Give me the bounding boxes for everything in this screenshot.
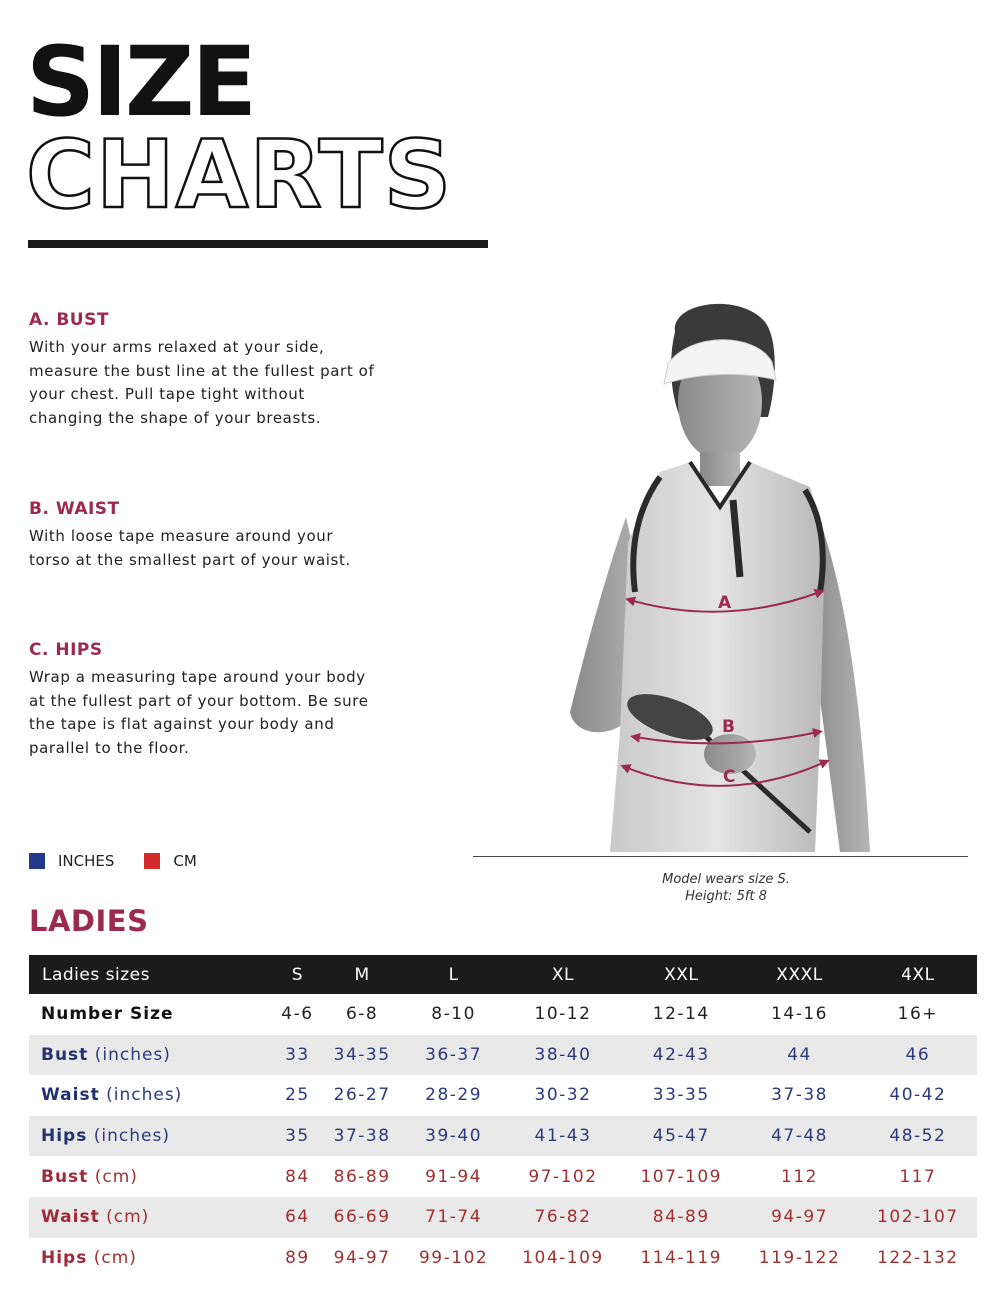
table-cell: 46 <box>859 1035 977 1076</box>
table-cell: 66-69 <box>321 1197 404 1238</box>
neck <box>700 452 740 486</box>
measure-unit: (cm) <box>93 1247 137 1268</box>
caption-size: Model wears size S. <box>662 872 790 887</box>
measure-unit: (cm) <box>106 1207 150 1228</box>
table-cell: 36-37 <box>403 1035 503 1076</box>
measure-unit: (inches) <box>93 1126 170 1147</box>
table-cell: 41-43 <box>504 1116 622 1157</box>
model-photo <box>540 292 900 858</box>
table-cell: 30-32 <box>534 1085 592 1106</box>
table-cell: 25 <box>285 1085 310 1106</box>
table-cell: 10-12 <box>534 1004 592 1025</box>
bust-heading: A. BUST <box>29 310 109 330</box>
table-cell: 28-29 <box>425 1085 483 1106</box>
table-cell: 42-43 <box>622 1035 740 1076</box>
cm-swatch <box>144 853 160 869</box>
table-cell: 86-89 <box>333 1166 391 1187</box>
table-cell: 122-132 <box>877 1247 959 1268</box>
section-title: LADIES <box>29 904 149 938</box>
measure-name: Bust <box>41 1044 89 1065</box>
row-label <box>29 1116 274 1157</box>
row-label <box>29 1075 274 1116</box>
waist-instructions <box>29 499 379 572</box>
measure-name: Bust <box>41 1166 89 1187</box>
table-row-bust-cm <box>29 1156 977 1197</box>
unit-legend <box>29 852 227 870</box>
table-cell: 33 <box>274 1035 321 1076</box>
table-cell: 12-14 <box>652 1004 710 1025</box>
waist-text: With loose tape measure around your torso at the smallest part of your waist. <box>29 527 351 569</box>
table-cell: 89 <box>285 1247 310 1268</box>
row-label <box>29 1035 274 1076</box>
table-cell: 84 <box>285 1166 310 1187</box>
table-cell: 44 <box>740 1035 858 1076</box>
table-cell: 94-97 <box>333 1247 391 1268</box>
title-underline <box>28 240 488 248</box>
row-label <box>29 1238 274 1279</box>
table-cell: 107-109 <box>640 1166 722 1187</box>
table-cell: 112 <box>781 1166 818 1187</box>
table-cell: 91-94 <box>425 1166 483 1187</box>
table-cell: 26-27 <box>333 1085 391 1106</box>
floor-line <box>473 856 968 857</box>
hips-heading: C. HIPS <box>29 640 103 660</box>
header-size-m: M <box>321 955 404 994</box>
table-cell: 97-102 <box>528 1166 598 1187</box>
table-cell: 102-107 <box>859 1197 977 1238</box>
title-charts: CHARTS <box>26 121 453 230</box>
marker-c: C <box>723 767 736 787</box>
measure-name: Hips <box>41 1126 88 1147</box>
table-cell: 99-102 <box>418 1247 489 1268</box>
table-row-bust-inches <box>29 1035 977 1076</box>
measure-unit: (inches) <box>94 1044 171 1065</box>
table-cell: 64 <box>274 1197 321 1238</box>
hips-text: Wrap a measuring tape around your body at the fullest part of your bottom. Be sure the tape is flat against your body and parallel to the floor. <box>29 668 369 757</box>
table-cell: 16+ <box>897 1004 939 1025</box>
marker-b: B <box>722 717 735 737</box>
measure-unit: (cm) <box>94 1166 138 1187</box>
measure-name: Waist <box>41 1085 100 1106</box>
table-cell: 14-16 <box>771 1004 828 1025</box>
hips-instructions <box>29 640 379 760</box>
title-size: SIZE <box>26 26 255 138</box>
inches-label: INCHES <box>58 852 115 870</box>
table-header-row <box>29 955 977 994</box>
bust-text: With your arms relaxed at your side, measure the bust line at the fullest part of your chest. Pull tape tight without changing the shape of your breasts. <box>29 338 375 427</box>
table-row-waist-inches <box>29 1075 977 1116</box>
table-cell: 45-47 <box>622 1116 740 1157</box>
row-label <box>29 994 274 1035</box>
table-cell: 71-74 <box>403 1197 503 1238</box>
table-cell: 35 <box>274 1116 321 1157</box>
table-cell: 114-119 <box>640 1247 722 1268</box>
header-size-4xl: 4XL <box>859 955 977 994</box>
measure-unit: (inches) <box>106 1085 183 1106</box>
header-size-s: S <box>274 955 321 994</box>
row-label <box>29 1156 274 1197</box>
model-caption <box>626 871 826 905</box>
header-ladies-sizes: Ladies sizes <box>29 955 274 994</box>
caption-height: Height: 5ft 8 <box>685 889 767 904</box>
table-cell: 4-6 <box>281 1004 314 1025</box>
marker-a: A <box>718 593 732 613</box>
table-cell: 47-48 <box>740 1116 858 1157</box>
measure-name: Hips <box>41 1247 88 1268</box>
table-cell: 39-40 <box>403 1116 503 1157</box>
header-size-xxl: XXL <box>622 955 740 994</box>
waist-heading: B. WAIST <box>29 499 120 519</box>
table-cell: 48-52 <box>859 1116 977 1157</box>
table-row-hips-inches <box>29 1116 977 1157</box>
table-cell: 117 <box>899 1166 937 1187</box>
table-row-hips-cm <box>29 1238 977 1279</box>
measure-name: Waist <box>41 1207 100 1228</box>
table-cell: 37-38 <box>321 1116 404 1157</box>
header-size-xl: XL <box>504 955 622 994</box>
table-cell: 33-35 <box>652 1085 710 1106</box>
table-cell: 8-10 <box>431 1004 476 1025</box>
table-cell: 94-97 <box>740 1197 858 1238</box>
table-cell: 119-122 <box>758 1247 841 1268</box>
table-cell: 38-40 <box>504 1035 622 1076</box>
ladies-size-table <box>29 955 977 1278</box>
table-cell: 34-35 <box>321 1035 404 1076</box>
inches-swatch <box>29 853 45 869</box>
table-cell: 40-42 <box>889 1085 947 1106</box>
row-label <box>29 1197 274 1238</box>
cm-label: CM <box>173 852 197 870</box>
table-cell: 6-8 <box>345 1004 379 1025</box>
bust-instructions <box>29 310 379 430</box>
table-cell: 104-109 <box>522 1247 604 1268</box>
header-size-l: L <box>403 955 503 994</box>
table-cell: 37-38 <box>771 1085 828 1106</box>
header-size-xxxl: XXXL <box>740 955 858 994</box>
table-row-waist-cm <box>29 1197 977 1238</box>
measure-name: Number Size <box>41 1004 174 1025</box>
table-row-number-size <box>29 994 977 1035</box>
table-cell: 84-89 <box>622 1197 740 1238</box>
table-cell: 76-82 <box>504 1197 622 1238</box>
